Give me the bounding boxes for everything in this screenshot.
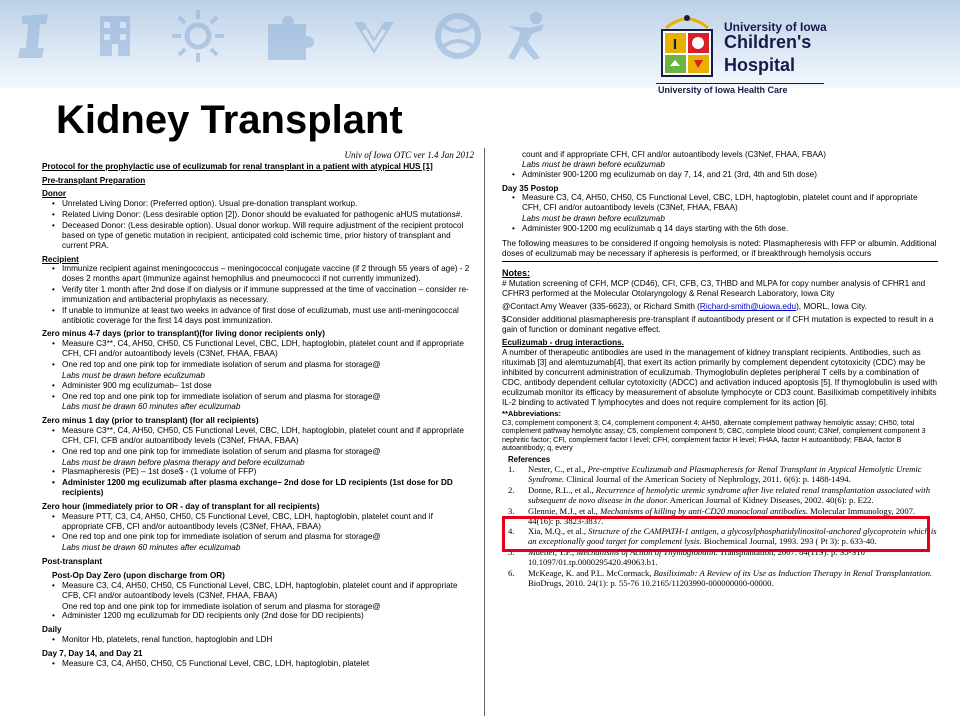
reference-authors: Donne, R.L., et al., <box>528 484 596 495</box>
zero-minus-4-7-list <box>42 339 474 370</box>
list-item: • Administer 1200 mg eculizumab after plasma exchange– 2nd dose for LD recipients (1st dose for DD recipients) <box>52 478 474 498</box>
note-mutation-screening: # Mutation screening of CFH, MCP (CD46), CFI, CFB, C3, THBD and MLPA for copy number analysis of CFHR1 and CFHR3 performed at the Molecular Otolaryngology & Renal Research Laboratory, Iowa City <box>502 279 926 299</box>
figure-icon <box>500 8 556 64</box>
reference-item <box>502 569 938 589</box>
sun-icon <box>170 8 226 64</box>
reference-title: Mechanisms of killing by anti-CD20 monoclonal antibodies. <box>600 505 808 516</box>
reference-highlight-box <box>502 516 930 552</box>
list-item: • Measure C3, C4, AH50, CH50, C5 Functional Level, CBC, LDH, haptoglobin, platelet count and if appropriate CFB, CFI and/or autoantibody levels (C3Nef, FHAA, FBAA) <box>52 581 474 601</box>
section-heading: Zero minus 4-7 days (prior to transplant)(for living donor recipients only) <box>42 329 325 339</box>
logo-rule <box>656 83 824 84</box>
section-heading: Eculizumab - drug interactions. <box>502 338 624 348</box>
reference-authors: Nester, C., et al., <box>528 464 588 475</box>
list-item: • Administer 1200 mg eculizumab for DD recipients only (2nd dose for DD recipients) <box>52 611 474 621</box>
document-version: Univ of Iowa OTC ver 1.4 Jan 2012 <box>344 150 474 160</box>
section-heading: Recipient <box>42 254 79 264</box>
contact-email-link[interactable]: Richard-smith@uiowa.edu <box>699 301 797 311</box>
reference-title: Recurrence of hemolytic uremic syndrome after live related renal transplantation associated with subsequent de novo disease in the donor. <box>528 484 930 505</box>
list-item: • Unrelated Living Donor: (Preferred option). Usual pre-donation transplant workup. <box>52 199 474 209</box>
list-item: • Measure C3**, C4, AH50, CH50, C5 Functional Level, CBC, LDH, haptoglobin, platelet count and if appropriate CFH, CFI and/or autoantibody levels (C3Nef, FHAA, FBAA) <box>52 339 474 359</box>
reference-number: 5. <box>508 547 515 558</box>
section-heading: Zero hour (immediately prior to OR - day of transplant for all recipients) <box>42 501 320 511</box>
document-left-column <box>42 150 474 716</box>
list-item: • One red top and one pink top for immediate isolation of serum and plasma for storage@ <box>52 532 474 542</box>
section-heading: Donor <box>42 189 67 199</box>
section-heading: Day 35 Postop <box>502 183 559 193</box>
reference-authors: Mueller, T.F., <box>528 547 577 558</box>
post-op-day-zero-list <box>42 581 474 601</box>
list-item: • Monitor Hb, platelets, renal function, haptoglobin and LDH <box>52 635 474 645</box>
lab-note: Labs must be drawn 60 minutes after eculizumab <box>62 543 241 553</box>
notes-section <box>502 261 938 452</box>
list-item: • Plasmapheresis (PE) – 1st dose$ - (1 volume of FFP) <box>52 467 474 477</box>
reference-number: 6. <box>508 567 515 578</box>
continuation-list <box>502 170 938 180</box>
day-35-list-cont <box>502 224 938 234</box>
note-plasmapheresis: $Consider additional plasmapheresis pre-transplant if autoantibody present or if CFH mutation is expected to result in a gain of function or dominant negative effect. <box>502 314 934 334</box>
ball-icon <box>430 8 486 64</box>
list-item: • Related Living Donor: (Less desirable option [2]). Donor should be evaluated for pathogenic aHUS mutations#. <box>52 210 474 220</box>
hemolysis-paragraph: The following measures to be considered if ongoing hemolysis is noted: Plasmapheresis with FFP or albumin. Additional doses of eculizumab may be necessary if apheresis is performed, or if breakthrough hemolysis occurs <box>502 238 937 258</box>
logo-line-1: University of Iowa <box>724 20 827 34</box>
list-item: • One red top and one pink top for immediate isolation of serum and plasma for storage@ <box>52 447 474 457</box>
reference-source: Transplantation, 2007. 84(11S): p. S5-S10 10.1097/01.tp.0000295420.49063.b1. <box>528 547 865 568</box>
reference-authors: Xia, M.Q., et al., <box>528 526 589 537</box>
document-title: Protocol for the prophylactic use of eculizumab for renal transplant in a patient with atypical HUS [1] <box>42 161 433 171</box>
reference-source: American Journal of Kidney Diseases, 2002. 40(6): p. E22. <box>668 494 874 505</box>
list-item: • If unable to immunize at least two weeks in advance of first dose of eculizumab, must use anti-meningococcal antibiotic coverage for the first 14 days post immunization. <box>52 306 474 326</box>
day-35-list <box>502 193 938 213</box>
building-icon <box>88 8 144 64</box>
reference-title: Pre-emptive Eculizumab and Plasmapheresis for Renal Transplant in Atypical Hemolytic Uremic Syndrome. <box>528 464 922 485</box>
abbreviations-text: C3, complement component 3; C4, complement component 4; AH50, alternate complement pathway hemolytic assay; CH50, total complement pathway hemolytic assay; C5, complement component 5; CBC, complete blood count; C3Nef, complement component 3 nephritic factor; CFI, complement factor I level; CFH, complement factor H level; FHAA, factor H autoantibody; FBAA, factor B autoantibody; q, every <box>502 418 926 452</box>
section-heading: Zero minus 1 day (prior to transplant) (for all recipients) <box>42 416 259 426</box>
reference-item <box>502 486 938 506</box>
section-heading: Pre-transplant Preparation <box>42 175 146 185</box>
logo-line-2: Children's <box>724 32 812 52</box>
zero-minus-4-7-list-cont <box>42 381 474 402</box>
logo-line-3: Hospital <box>724 55 796 75</box>
reference-source: BioDrugs, 2010. 24(1): p. 55-76 10.2165/11203990-000000000-00000. <box>528 577 774 588</box>
reference-source: Molecular Immunology, 2007. 44(16): p. 3823-3837. <box>528 505 916 526</box>
daily-list <box>42 635 474 645</box>
day-7-14-21-list <box>42 659 474 669</box>
continuation-text: count and if appropriate CFH, CFI and/or autoantibody levels (C3Nef, FHAA, FBAA) <box>522 150 826 159</box>
lab-note: Labs must be drawn before plasma therapy and before eculizumab <box>62 457 305 467</box>
reference-authors: Glennie, M.J., et al., <box>528 505 601 516</box>
zero-hour-list <box>42 512 474 543</box>
hospital-logo <box>656 12 836 96</box>
reference-title: Structure of the CAMPATH-1 antigen, a glycosylphosphatidylinositol-anchored glycoprotein which is an exceptionally good target for complement lysis. <box>528 526 937 547</box>
section-heading: Daily <box>42 625 62 635</box>
lab-note: Labs must be drawn before eculizumab <box>522 214 665 224</box>
list-item: • Immunize recipient against meningococcus – meningococcal conjugate vaccine (if 2 through 55 years of age) - 2 doses 2 months apart (immunize against hemophilus and pneumococci if not currently immunized). <box>52 264 474 284</box>
reference-number: 3. <box>508 505 515 516</box>
reference-title: Mechanisms of Action of Thymoglobulin. <box>576 547 718 558</box>
section-heading: Day 7, Day 14, and Day 21 <box>42 648 143 658</box>
reference-source: Clinical Journal of the American Society of Nephrology, 2011. 6(6): p. 1488-1494. <box>564 474 851 485</box>
donor-list <box>42 199 474 250</box>
list-item: • One red top and one pink top for immediate isolation of serum and plasma for storage@ <box>52 392 474 402</box>
list-item: • Administer 900-1200 mg eculizumab on day 7, 14, and 21 (3rd, 4th and 5th dose) <box>512 170 938 180</box>
reference-title: Basiliximab: A Review of its Use as Induction Therapy in Renal Transplantation. <box>653 567 933 578</box>
document-right-column <box>502 150 938 716</box>
reference-number: 1. <box>508 464 515 475</box>
letter-i-icon <box>8 8 64 64</box>
hearts-icon <box>346 8 402 64</box>
zero-minus-1-list-cont <box>42 467 474 498</box>
list-item: • Measure PTT, C3, C4, AH50, CH50, C5 Functional Level, CBC, LDH, haptoglobin, platelet count and if appropriate CFB, CFI and/or autoantibody levels (C3Nef, FHAA, FBAA) <box>52 512 474 532</box>
list-item: • One red top and one pink top for immediate isolation of serum and plasma for storage@ <box>52 360 474 370</box>
notes-heading: Notes: <box>502 268 531 279</box>
references-heading: References <box>508 455 551 465</box>
lab-note: Labs must be drawn 60 minutes after eculizumab <box>62 402 241 412</box>
reference-number: 2. <box>508 484 515 495</box>
reference-item <box>502 465 938 485</box>
drug-interactions-paragraph: A number of therapeutic antibodies are used in the management of kidney transplant recipients. Antibodies, such as rituximab [3] and alemtuzumab[4], that exert its action primarily by complement dependent cytotoxicity (CDC) may be inhibited by concurrent administration of eculizumab. Thymoglobulin depletes peripheral T cells by a combination of CDC, antibody dependent cellular cytotoxicity (ADCC) and activation induced apoptosis [5]. If thymoglobulin is used with eculizumab monitor its efficacy by measurement of absolute lymphocyte or CD3 count. Basiliximab competitively inhibits IL-2 binding to activated T lymphocytes and does not require complement for its action [6]. <box>502 348 938 407</box>
reference-number: 4. <box>508 526 515 537</box>
plain-note: One red top and one pink top for immediate isolation of serum and plasma for storage@ <box>62 601 381 611</box>
list-item: • Verify titer 1 month after 2nd dose if on dialysis or if immune suppressed at the time of vaccination – consider re-immunization and antibacterial prophylaxis as necessary. <box>52 285 474 305</box>
slide-title: Kidney Transplant <box>56 98 403 142</box>
svg-text:I: I <box>672 36 678 53</box>
note-contact <box>502 302 938 312</box>
abbreviations-heading: **Abbreviations: <box>502 409 562 419</box>
reference-source: Biochemical Journal, 1993. 293 ( Pt 3): p. 633-40. <box>701 536 877 547</box>
recipient-list <box>42 264 474 325</box>
list-item: • Administer 900-1200 mg eculizumab q 14 days starting with the 6th dose. <box>512 224 938 234</box>
lab-note: Labs must be drawn before eculizumab <box>522 159 665 169</box>
puzzle-icon <box>258 8 314 64</box>
page-divider <box>484 148 485 716</box>
header-banner <box>0 0 960 95</box>
list-item: • Deceased Donor: (Less desirable option). Usual donor workup. Will require adjustment of the recipient protocol based on type of genetic mutation in recipient, anticipated cold ischemic time, prior history of transplant and current PRA. <box>52 221 474 251</box>
list-item: • Measure C3**, C4, AH50, CH50, C5 Functional Level, CBC, LDH, haptoglobin, platelet count and if appropriate CFH, CFI, CFB and/or autoantibody levels (C3Nef, FHAA, FBAA) <box>52 426 474 446</box>
note-contact-text: @Contact Amy Weaver (335-6623), or Richard Smith ( <box>502 301 700 311</box>
section-heading: Post-Op Day Zero (upon discharge from OR) <box>52 571 225 581</box>
zero-minus-1-list <box>42 426 474 457</box>
logo-line-4: University of Iowa Health Care <box>658 85 788 95</box>
section-heading: Post-transplant <box>42 557 103 567</box>
list-item: • Administer 900 mg eculizumab– 1st dose <box>52 381 474 391</box>
reference-authors: McKeage, K. and P.L. McCormack, <box>528 567 654 578</box>
list-item: • Measure C3, C4, AH50, CH50, C5 Functional Level, CBC, LDH, haptoglobin, platelet <box>52 659 474 669</box>
list-item: • Measure C3, C4, AH50, CH50, C5 Functional Level, CBC, LDH, haptoglobin, platelet count and if appropriate CFH, CFI and/or autoantibody levels (C3Nef, FHAA, FBAA) <box>512 193 938 213</box>
post-op-day-zero-list-cont <box>42 611 474 621</box>
note-contact-text-end: ), MORL, Iowa City. <box>796 301 867 311</box>
hospital-crest-icon <box>656 10 718 80</box>
lab-note: Labs must be drawn before eculizumab <box>62 370 205 380</box>
